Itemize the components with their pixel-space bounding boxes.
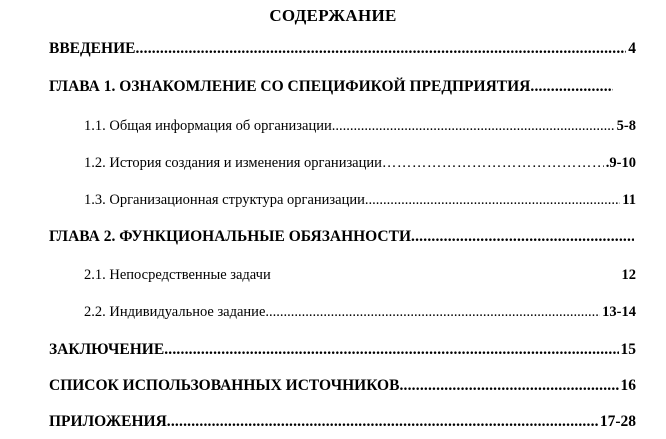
toc-entry-conclusion[interactable] [49, 339, 636, 361]
toc-entry-section-1-1[interactable] [84, 115, 636, 137]
toc-title: СОДЕРЖАНИЕ [269, 6, 397, 25]
dot-leader [135, 38, 626, 60]
toc-entry-section-2-2[interactable] [84, 301, 636, 323]
toc-entry-appendices[interactable] [49, 411, 636, 433]
toc-entry-page: 11 [622, 192, 636, 208]
toc-entry-label: ПРИЛОЖЕНИЯ [49, 413, 167, 430]
toc-entry-label: 2.1. Непосредственные задачи [84, 267, 271, 283]
dot-leader [164, 339, 618, 361]
toc-entry-label: 1.2. История создания и изменения организации [84, 155, 382, 171]
toc-entry-label: ЗАКЛЮЧЕНИЕ [49, 341, 165, 358]
toc-entry-chapter-1[interactable] [49, 76, 615, 98]
toc-entry-label: 1.1. Общая информация об организации [84, 118, 332, 134]
dot-leader [167, 411, 598, 433]
toc-entry-chapter-2[interactable] [49, 226, 636, 248]
dot-leader [265, 301, 600, 323]
dot-leader [399, 375, 618, 397]
toc-entry-page: 16 [620, 377, 636, 394]
dot-leader [411, 226, 634, 248]
toc-entry-label: ВВЕДЕНИЕ [49, 40, 136, 57]
dot-leader [530, 76, 613, 98]
toc-entry-label: ГЛАВА 2. ФУНКЦИОНАЛЬНЫЕ ОБЯЗАННОСТИ [49, 228, 412, 245]
dot-leader [332, 115, 615, 137]
dot-leader [365, 189, 620, 211]
toc-entry-section-1-2[interactable] [84, 152, 636, 174]
toc-entry-label: 1.3. Организационная структура организации [84, 192, 365, 208]
toc-entry-section-1-3[interactable] [84, 189, 636, 211]
toc-entry-label: 2.2. Индивидуальное задание [84, 304, 266, 320]
toc-entry-page: 5-8 [616, 118, 636, 134]
toc-entry-page: 15 [620, 341, 636, 358]
toc-entry-page: 12 [621, 267, 636, 283]
toc-entry-page: .9-10 [605, 155, 636, 171]
toc-entry-introduction[interactable] [49, 38, 636, 60]
toc-entry-page: 4 [628, 40, 636, 57]
toc-entry-page: 17-28 [599, 413, 636, 430]
dot-leader [382, 152, 604, 174]
toc-entry-label: СПИСОК ИСПОЛЬЗОВАННЫХ ИСТОЧНИКОВ [49, 377, 400, 394]
toc-entry-page: 13-14 [602, 304, 636, 320]
toc-entry-section-2-1[interactable] [84, 264, 636, 286]
toc-entry-references[interactable] [49, 375, 636, 397]
toc-entry-label: ГЛАВА 1. ОЗНАКОМЛЕНИЕ СО СПЕЦИФИКОЙ ПРЕДПРИЯТИЯ [49, 78, 531, 95]
